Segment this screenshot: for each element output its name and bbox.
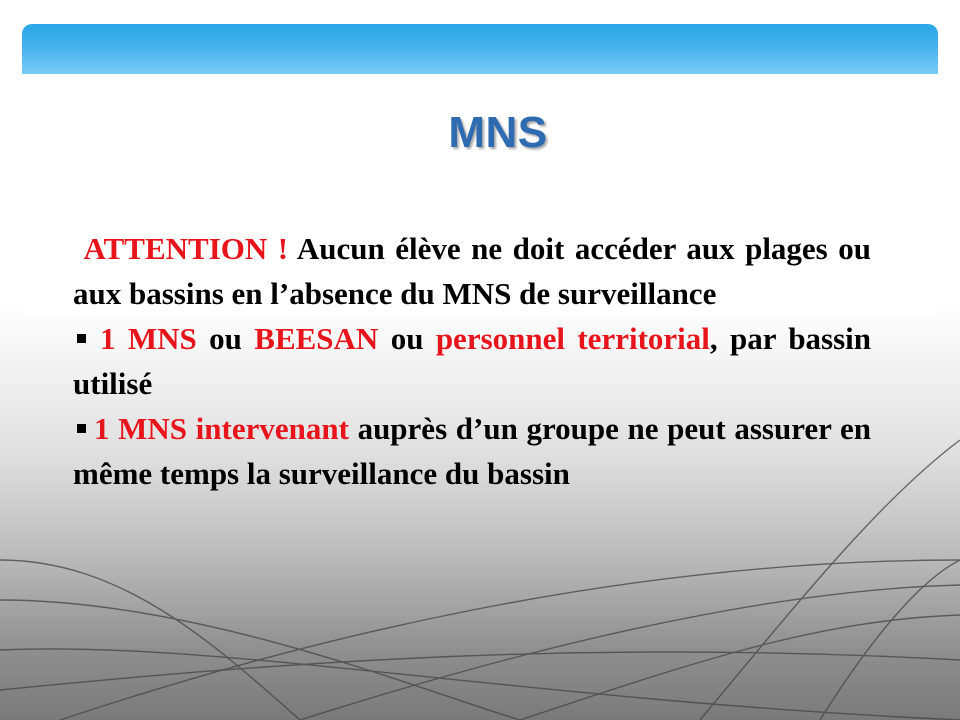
header-bar [22, 24, 938, 74]
bullet-1-or-1: ou [209, 321, 242, 356]
square-bullet-icon [77, 424, 86, 433]
attention-paragraph [73, 226, 871, 316]
bullet-1-personnel: personnel territorial [435, 321, 710, 356]
slide-title: MNS [448, 108, 548, 157]
attention-text: Aucun élève ne doit accéder aux plages ou aux bassins en l’absence du MNS de surveillance [73, 231, 871, 311]
attention-label: ATTENTION ! [83, 231, 289, 266]
bullet-1-or-2: ou [390, 321, 424, 356]
bullet-2-text: auprès d’un groupe ne peut assurer en même temps la surveillance du bassin [73, 411, 872, 491]
bullet-item-2 [73, 406, 871, 496]
square-bullet-icon [77, 334, 86, 343]
bullet-1-tail: , par bassin utilisé [73, 321, 872, 401]
slide-body [73, 226, 871, 496]
bullet-2-mns-intervenant: 1 MNS intervenant [94, 411, 349, 446]
bullet-1-beesan: BEESAN [254, 321, 379, 356]
bullet-1-mns: 1 MNS [100, 321, 197, 356]
bullet-item-1 [73, 316, 871, 406]
